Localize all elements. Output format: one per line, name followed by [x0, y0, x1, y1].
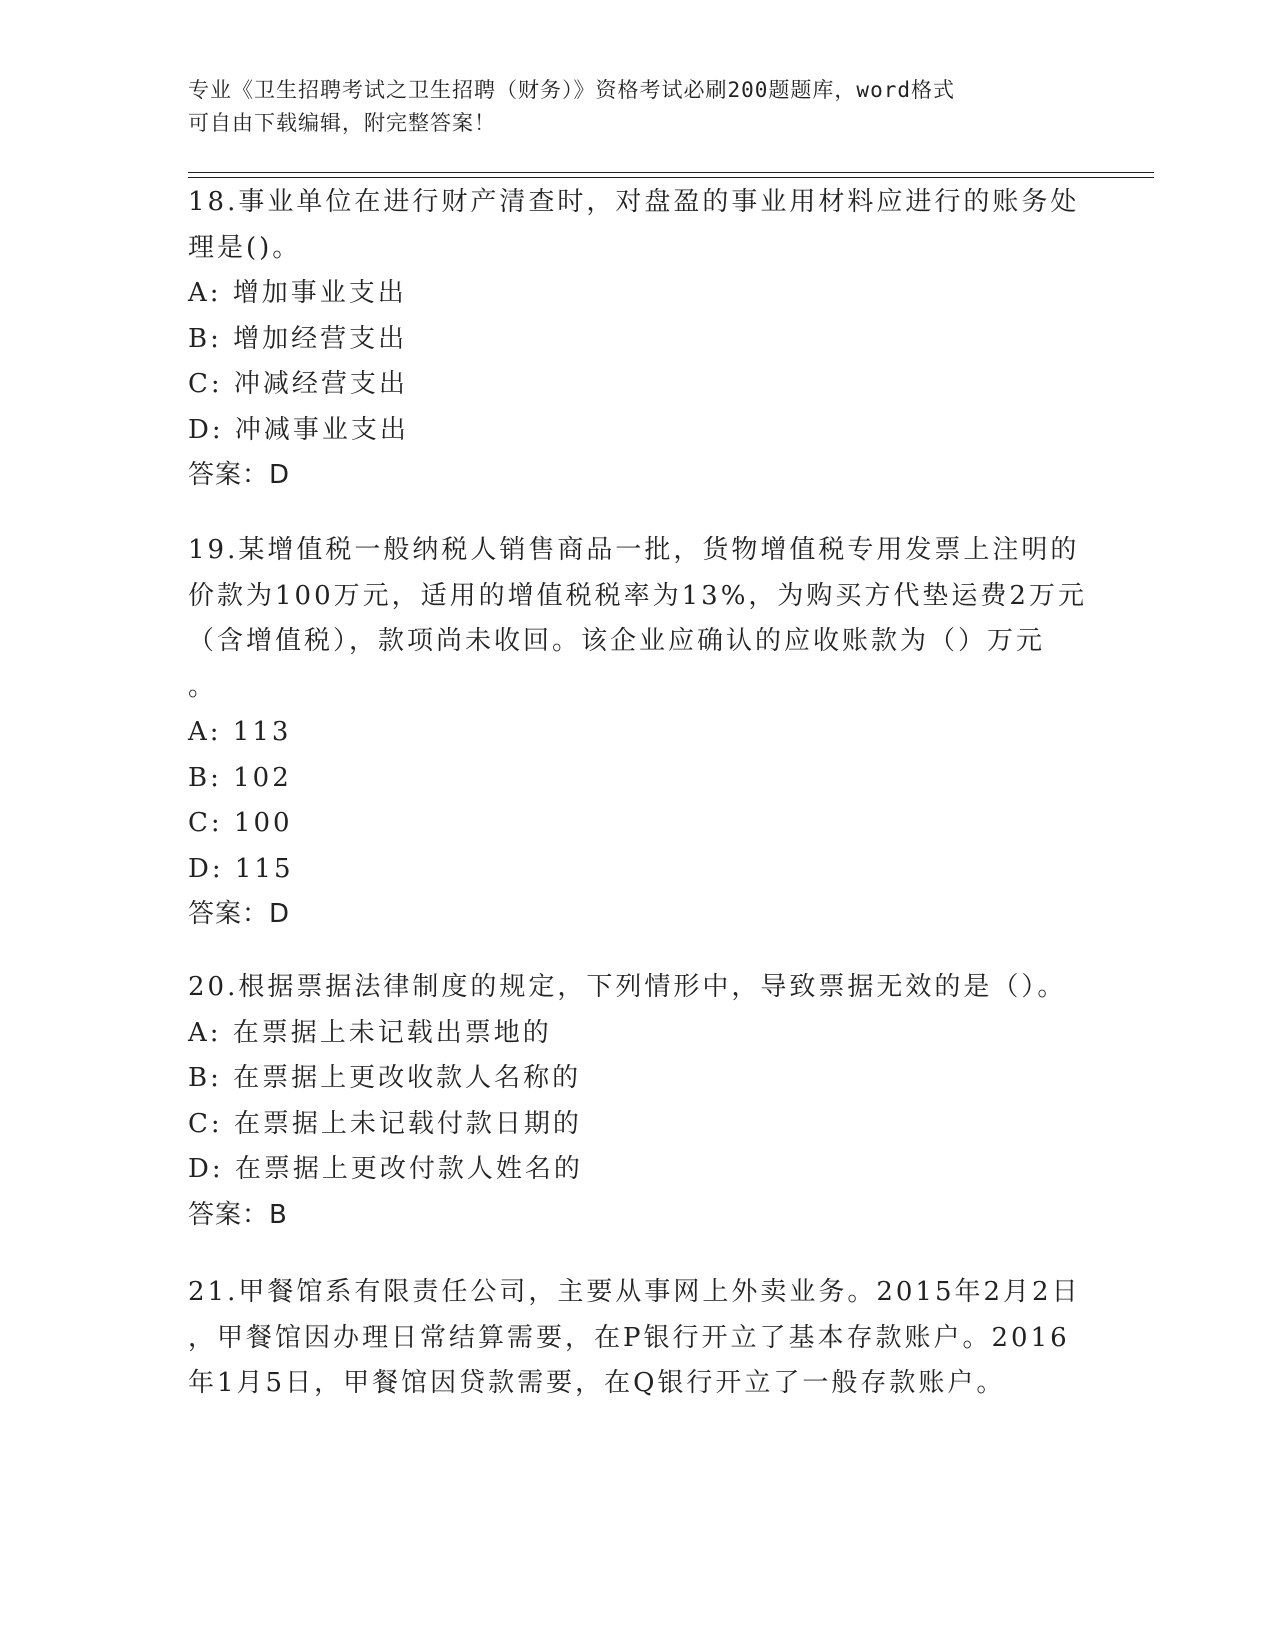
option-c: C: 在票据上未记载付款日期的 [188, 1108, 582, 1139]
question-21 [188, 1270, 1088, 1407]
answer: 答案：D [188, 460, 291, 490]
option-b: B: 增加经营支出 [188, 323, 408, 354]
question-stem-line: （含增值税），款项尚未收回。该企业应确认的应收账款为（）万元 [188, 626, 1046, 656]
option-d: D: 冲减事业支出 [188, 414, 409, 445]
option-b: B: 102 [188, 762, 292, 793]
question-stem-line: 年1月5日，甲餐馆因贷款需要，在Q银行开立了一般存款账户。 [188, 1368, 1006, 1398]
option-d: D: 在票据上更改付款人姓名的 [188, 1154, 583, 1184]
question-stem-line: 价款为100万元，适用的增值税税率为13%，为购买方代垫运费2万元 [188, 580, 1087, 611]
question-stem-line: 20.根据票据法律制度的规定，下列情形中，导致票据无效的是（）。 [188, 972, 1067, 1002]
header-line-1: 专业《卫生招聘考试之卫生招聘（财务）》资格考试必刷200题题库，word格式 [188, 78, 955, 102]
option-b: B: 在票据上更改收款人名称的 [188, 1063, 582, 1093]
option-c: C: 100 [188, 808, 293, 838]
header-line-2: 可自由下载编辑，附完整答案！ [188, 111, 496, 135]
question-stem-line: 21.甲餐馆系有限责任公司，主要从事网上外卖业务。2015年2月2日 [188, 1277, 1081, 1307]
question-20 [188, 965, 1088, 1238]
document-header [188, 74, 1068, 140]
question-stem-line: 。 [188, 671, 218, 702]
question-stem-line: ，甲餐馆因办理日常结算需要，在P银行开立了基本存款账户。2016 [188, 1322, 1070, 1353]
option-a: A: 在票据上未记载出票地的 [188, 1017, 552, 1048]
header-rule-top [188, 172, 1154, 173]
option-d: D: 115 [188, 853, 294, 884]
question-stem-line: 18.事业单位在进行财产清查时，对盘盈的事业用材料应进行的账务处 [188, 187, 1080, 217]
option-a: A: 113 [188, 717, 292, 747]
question-19 [188, 528, 1088, 938]
answer: 答案：B [188, 1199, 288, 1230]
question-stem-line: 19.某增值税一般纳税人销售商品一批，货物增值税专用发票上注明的 [188, 535, 1080, 565]
option-a: A: 增加事业支出 [188, 278, 407, 308]
header-rule-bottom [188, 177, 1154, 178]
question-18 [188, 180, 1088, 499]
option-c: C: 冲减经营支出 [188, 369, 408, 399]
question-stem-line: 理是()。 [188, 232, 302, 263]
answer: 答案：D [188, 899, 291, 929]
